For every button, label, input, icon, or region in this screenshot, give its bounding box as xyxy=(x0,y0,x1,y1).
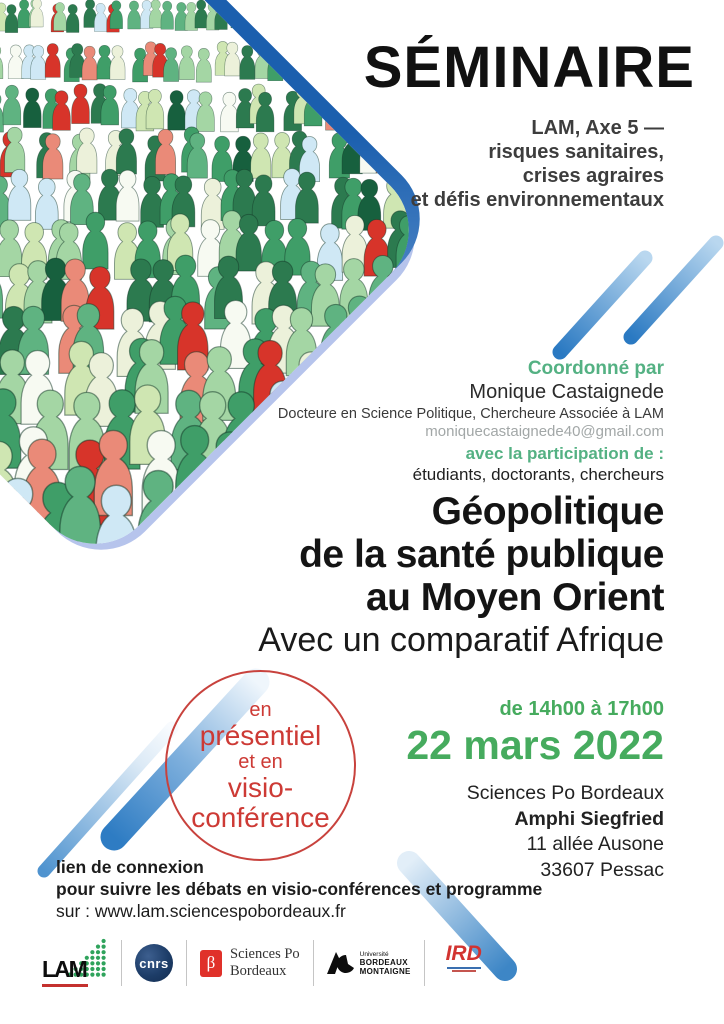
ird-logo xyxy=(438,943,490,983)
theme-line: crises agraires xyxy=(522,165,664,187)
connection-link-block xyxy=(56,856,542,922)
theme-block xyxy=(411,116,664,212)
coordinator-role: Docteure en Science Politique, Chercheure Associée à LAM xyxy=(277,406,664,422)
seminar-kicker: SÉMINAIRE xyxy=(363,35,695,100)
coordinator-name: Monique Castaignede xyxy=(469,381,664,403)
lam-logo xyxy=(42,937,108,989)
coordination-label: Coordonné par xyxy=(527,358,664,379)
link-description: pour suivre les débats en visio-conférences et programme xyxy=(56,879,543,899)
ubm-line: Université xyxy=(359,950,389,958)
sciencespo-bordeaux-logo xyxy=(200,946,300,980)
badge-line: visio- xyxy=(227,771,294,803)
badge-line: et en xyxy=(238,750,283,773)
schedule-block xyxy=(406,697,664,768)
ubm-line: MONTAIGNE xyxy=(359,966,411,976)
event-time: de 14h00 à 17h00 xyxy=(499,698,664,720)
theme-line: LAM, Axe 5 — xyxy=(531,117,664,139)
sciencespo-glyph: β xyxy=(200,950,222,977)
logo-divider xyxy=(186,940,187,986)
ubm-glyph xyxy=(327,951,355,975)
venue-hall: Amphi Siegfried xyxy=(514,807,664,830)
badge-line: présentiel xyxy=(199,719,322,751)
venue-address: 11 allée Ausone xyxy=(526,833,664,855)
badge-line: en xyxy=(249,698,272,721)
lam-logo-text: LAM xyxy=(42,956,86,982)
universite-bordeaux-montaigne-logo xyxy=(327,951,411,976)
event-date: 22 mars 2022 xyxy=(406,722,664,768)
logo-divider xyxy=(121,940,122,986)
theme-line: risques sanitaires, xyxy=(488,141,664,163)
logo-divider xyxy=(313,940,314,986)
participation-label: avec la participation de : xyxy=(465,444,664,463)
coordinator-email: moniquecastaignede40@gmail.com xyxy=(425,423,664,440)
ubm-logo-text xyxy=(360,951,411,976)
sciencespo-line: Sciences Po xyxy=(230,946,300,962)
venue-address: 33607 Pessac xyxy=(540,858,664,881)
ird-logo-line xyxy=(452,970,476,972)
cnrs-logo-text: cnrs xyxy=(139,955,169,971)
sciencespo-line: Bordeaux xyxy=(230,963,287,979)
lam-logo-redline xyxy=(42,984,88,987)
hybrid-format-badge xyxy=(165,670,356,861)
cnrs-logo xyxy=(135,944,173,982)
title-line: Géopolitique xyxy=(431,490,664,533)
ird-logo-text: IRD xyxy=(445,942,482,965)
link-intro: lien de connexion xyxy=(56,857,204,877)
logo-divider xyxy=(424,940,425,986)
main-title xyxy=(258,490,664,660)
title-subtitle: Avec un comparatif Afrique xyxy=(258,621,664,659)
venue-name: Sciences Po Bordeaux xyxy=(466,782,664,804)
ird-logo-line xyxy=(447,967,481,969)
ubm-line: BORDEAUX xyxy=(359,957,408,967)
partner-logos-bar xyxy=(42,934,490,992)
theme-line: et défis environnementaux xyxy=(410,189,664,211)
coordination-block xyxy=(278,357,664,486)
title-line: au Moyen Orient xyxy=(365,576,664,619)
title-line: de la santé publique xyxy=(299,533,664,576)
participants: étudiants, doctorants, chercheurs xyxy=(412,465,664,484)
badge-line: conférence xyxy=(191,801,330,833)
sciencespo-logo-text xyxy=(230,946,300,980)
website-url: sur : www.lam.sciencespobordeaux.fr xyxy=(56,901,346,921)
